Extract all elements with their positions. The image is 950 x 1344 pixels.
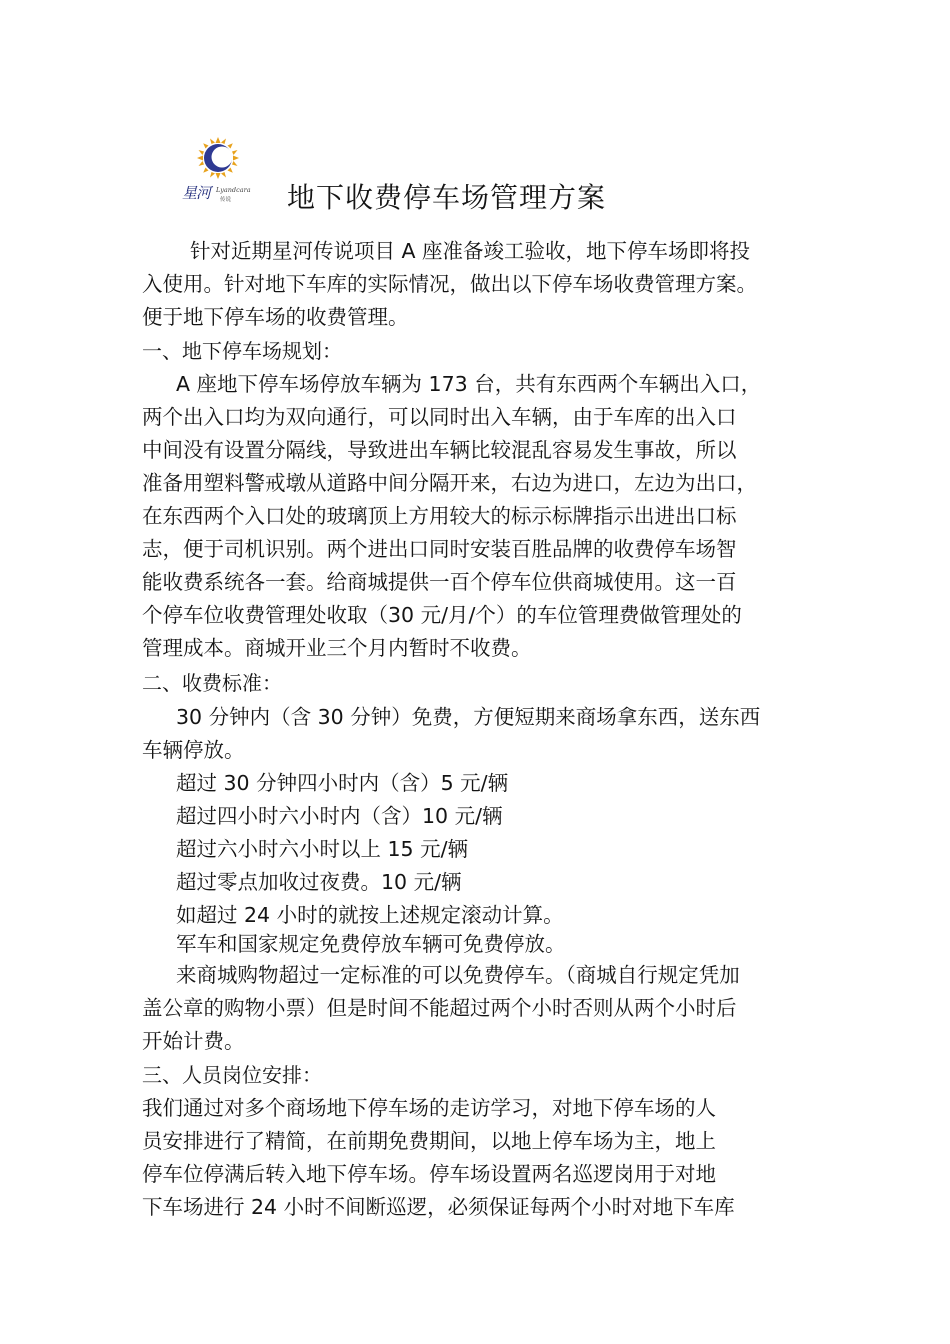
intro-line-3: 便于地下停车场的收费管理。 xyxy=(142,305,409,329)
logo-latin-text: Lyandcara xyxy=(216,186,251,194)
section-2-line-8: 军车和国家规定免费停放车辆可免费停放。 xyxy=(176,932,566,956)
section-1-line-1: A 座地下停车场停放车辆为 173 台，共有东西两个车辆出入口， xyxy=(176,372,762,396)
section-1-line-5: 在东西两个入口处的玻璃顶上方用较大的标示标牌指示出进出口标 xyxy=(142,504,737,528)
section-2-line-9: 来商城购物超过一定标准的可以免费停车。（商城自行规定凭加 xyxy=(176,963,740,987)
section-3-heading: 三、人员岗位安排： xyxy=(142,1063,322,1087)
section-1-line-9: 管理成本。商城开业三个月内暂时不收费。 xyxy=(142,636,532,660)
section-1-line-7: 能收费系统各一套。给商城提供一百个停车位供商城使用。这一百 xyxy=(142,570,737,594)
logo-small-text: 传说 xyxy=(220,197,232,203)
section-3-line-1: 我们通过对多个商场地下停车场的走访学习，对地下停车场的人 xyxy=(142,1096,716,1120)
section-2-line-10: 盖公章的购物小票）但是时间不能超过两个小时否则从两个小时后 xyxy=(142,996,737,1020)
section-2-line-5: 超过六小时六小时以上 15 元/辆 xyxy=(176,837,469,861)
section-3-line-3: 停车位停满后转入地下停车场。停车场设置两名巡逻岗用于对地 xyxy=(142,1162,716,1186)
logo-script-text: 星河 xyxy=(182,184,211,202)
section-1-line-2: 两个出入口均为双向通行，可以同时出入车辆，由于车库的出入口 xyxy=(142,405,737,429)
section-1-line-8: 个停车位收费管理处收取（30 元/月/个）的车位管理费做管理处的 xyxy=(142,603,742,627)
section-2-line-3: 超过 30 分钟四小时内（含）5 元/辆 xyxy=(176,771,509,795)
company-logo xyxy=(178,136,260,208)
section-2-heading: 二、收费标准： xyxy=(142,671,282,695)
section-1-line-3: 中间没有设置分隔线，导致进出车辆比较混乱容易发生事故，所以 xyxy=(142,438,737,462)
section-2-line-4: 超过四小时六小时内（含）10 元/辆 xyxy=(176,804,503,828)
section-1-line-6: 志，便于司机识别。两个进出口同时安装百胜品牌的收费停车场智 xyxy=(142,537,737,561)
section-2-line-2: 车辆停放。 xyxy=(142,738,245,762)
section-3-line-2: 员安排进行了精简，在前期免费期间，以地上停车场为主，地上 xyxy=(142,1129,716,1153)
section-2-line-6: 超过零点加收过夜费。10 元/辆 xyxy=(176,870,462,894)
section-2-line-1: 30 分钟内（含 30 分钟）免费，方便短期来商场拿东西，送东西 xyxy=(176,705,761,729)
intro-line-1: 针对近期星河传说项目 A 座准备竣工验收，地下停车场即将投 xyxy=(190,239,751,263)
section-3-line-4: 下车场进行 24 小时不间断巡逻，必须保证每两个小时对地下车库 xyxy=(142,1195,735,1219)
section-2-line-11: 开始计费。 xyxy=(142,1029,245,1053)
intro-line-2: 入使用。针对地下车库的实际情况，做出以下停车场收费管理方案。 xyxy=(142,272,757,296)
document-title: 地下收费停车场管理方案 xyxy=(287,181,607,214)
section-2-line-7: 如超过 24 小时的就按上述规定滚动计算。 xyxy=(176,903,564,927)
section-1-line-4: 准备用塑料警戒墩从道路中间分隔开来，右边为进口，左边为出口， xyxy=(142,471,757,495)
section-1-heading: 一、地下停车场规划： xyxy=(142,339,342,363)
